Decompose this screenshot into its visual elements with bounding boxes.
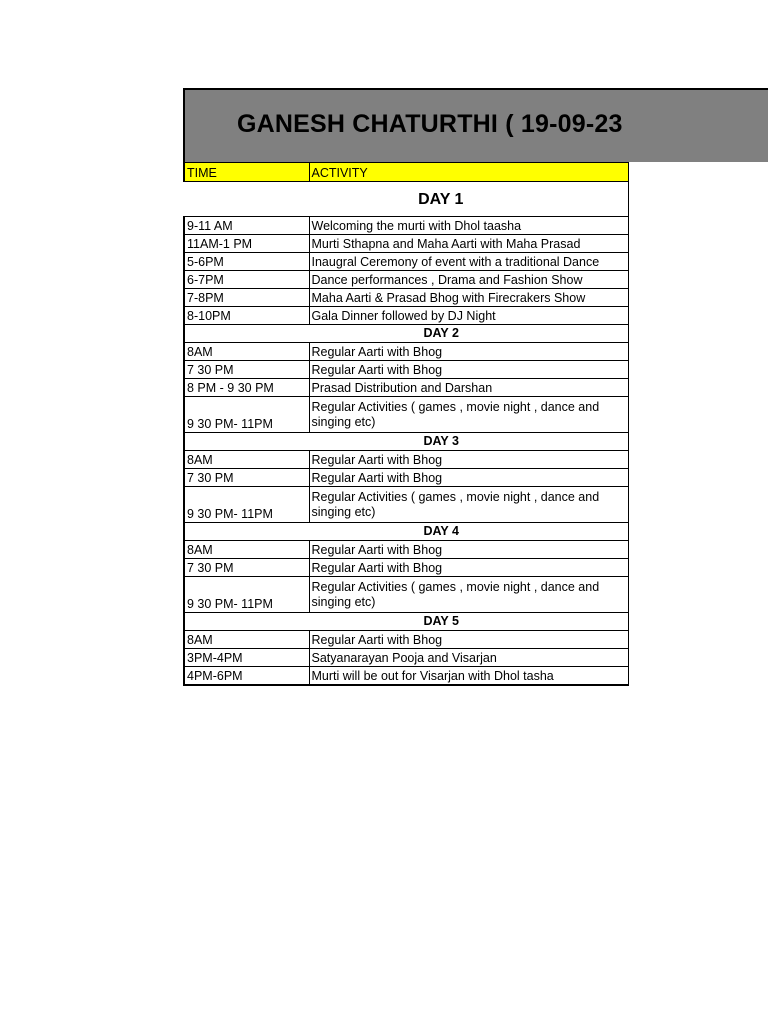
day-heading: DAY 5 [184,613,628,631]
time-cell: 7 30 PM [184,361,309,379]
activity-cell: Murti Sthapna and Maha Aarti with Maha Prasad [309,235,628,253]
table-row [184,577,628,613]
activity-cell: Regular Aarti with Bhog [309,343,628,361]
table-row [184,487,628,523]
day-heading: DAY 1 [184,182,628,217]
activity-cell: Murti will be out for Visarjan with Dhol tasha [309,667,628,686]
page-title: GANESH CHATURTHI ( 19-09-23 [237,110,623,138]
time-cell: 9 30 PM- 11PM [184,577,309,613]
time-cell: 4PM-6PM [184,667,309,686]
time-cell: 8AM [184,343,309,361]
column-header-activity: ACTIVITY [309,163,628,182]
table-row [184,541,628,559]
time-cell: 7 30 PM [184,559,309,577]
time-cell: 7-8PM [184,289,309,307]
time-cell: 8AM [184,631,309,649]
day-heading-row [184,182,628,217]
activity-cell: Regular Aarti with Bhog [309,559,628,577]
table-row [184,451,628,469]
schedule-table [183,162,629,686]
activity-cell: Maha Aarti & Prasad Bhog with Firecrakers Show [309,289,628,307]
activity-cell: Gala Dinner followed by DJ Night [309,307,628,325]
activity-cell: Welcoming the murti with Dhol taasha [309,217,628,235]
time-cell: 3PM-4PM [184,649,309,667]
time-cell: 9-11 AM [184,217,309,235]
activity-cell: Regular Aarti with Bhog [309,469,628,487]
title-banner [183,88,768,162]
time-cell: 8-10PM [184,307,309,325]
activity-cell: Inaugral Ceremony of event with a traditional Dance [309,253,628,271]
time-cell: 7 30 PM [184,469,309,487]
column-header-row [184,163,628,182]
day-heading: DAY 4 [184,523,628,541]
time-cell: 9 30 PM- 11PM [184,397,309,433]
activity-cell: Regular Aarti with Bhog [309,631,628,649]
day-heading-row [184,613,628,631]
table-row [184,289,628,307]
activity-cell: Regular Aarti with Bhog [309,361,628,379]
time-cell: 8 PM - 9 30 PM [184,379,309,397]
activity-cell: Prasad Distribution and Darshan [309,379,628,397]
time-cell: 8AM [184,451,309,469]
table-row [184,469,628,487]
activity-cell: Regular Aarti with Bhog [309,451,628,469]
time-cell: 11AM-1 PM [184,235,309,253]
activity-cell: Satyanarayan Pooja and Visarjan [309,649,628,667]
day-heading-row [184,325,628,343]
day-heading: DAY 3 [184,433,628,451]
activity-cell: Regular Activities ( games , movie night , dance and singing etc) [309,397,628,433]
table-row [184,379,628,397]
table-row [184,343,628,361]
day-heading-row [184,523,628,541]
table-row [184,271,628,289]
activity-cell: Regular Aarti with Bhog [309,541,628,559]
table-row [184,667,628,686]
day-heading: DAY 2 [184,325,628,343]
table-row [184,649,628,667]
table-row [184,631,628,649]
table-row [184,253,628,271]
activity-cell: Regular Activities ( games , movie night , dance and singing etc) [309,577,628,613]
table-row [184,235,628,253]
time-cell: 8AM [184,541,309,559]
column-header-time: TIME [184,163,309,182]
table-row [184,559,628,577]
time-cell: 9 30 PM- 11PM [184,487,309,523]
day-heading-row [184,433,628,451]
time-cell: 6-7PM [184,271,309,289]
table-row [184,217,628,235]
table-row [184,307,628,325]
activity-cell: Regular Activities ( games , movie night , dance and singing etc) [309,487,628,523]
table-row [184,361,628,379]
table-row [184,397,628,433]
activity-cell: Dance performances , Drama and Fashion Show [309,271,628,289]
time-cell: 5-6PM [184,253,309,271]
